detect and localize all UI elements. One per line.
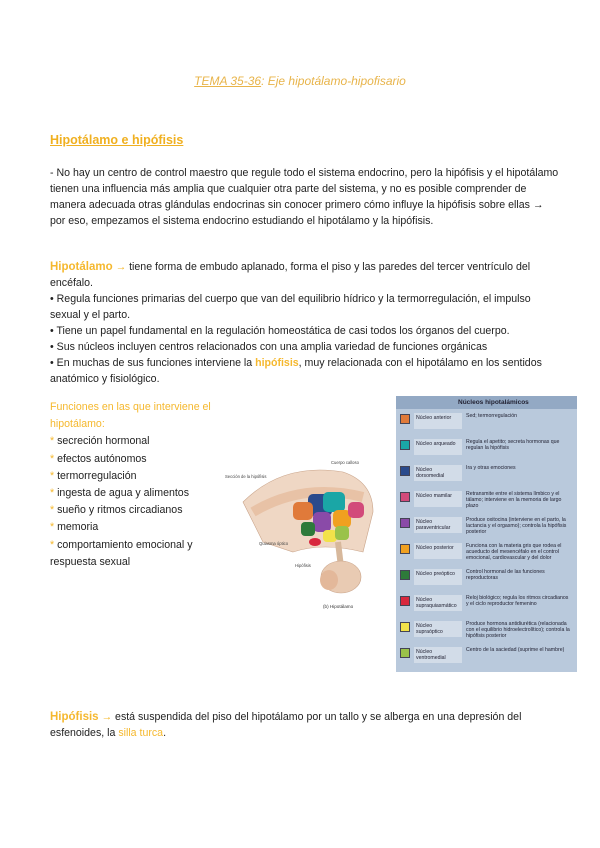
function-item-text: efectos autónomos: [57, 452, 147, 465]
nucleus-name: Núcleo anterior: [414, 413, 462, 429]
functions-heading: Funciones en las que interviene el hipotálamo:: [50, 401, 211, 431]
nucleus-function: Sed; termorregulación: [466, 413, 518, 419]
color-swatch: [400, 518, 410, 528]
asterisk-icon: *: [50, 469, 55, 482]
function-item: [50, 519, 215, 536]
arrow-icon: →: [112, 261, 130, 273]
figure-caption: (b) Hipotálamo: [323, 604, 354, 609]
nucleus-function: Control hormonal de las funciones reproductoras: [466, 569, 545, 581]
color-swatch: [400, 466, 410, 476]
nuclei-table-title: Núcleos hipotalámicos: [396, 396, 577, 409]
nucleus-supraoptic-shape: [323, 530, 337, 542]
color-swatch: [400, 414, 410, 424]
hipofisis-keyword: hipófisis: [255, 357, 299, 369]
anterior-pituitary-shape: [320, 570, 338, 590]
label-optic-chiasm: Quiasma óptico: [259, 541, 289, 546]
nucleus-function: Funciona con la materia gris que rodea el acueducto del mesencéfalo en el control emocional, cardiovascular y del dolor: [466, 543, 562, 561]
color-swatch: [400, 492, 410, 502]
asterisk-icon: *: [50, 487, 55, 500]
functions-list: [50, 399, 215, 571]
nucleus-function: Reloj biológico; regula los ritmos circadianos y el ciclo reproductor femenino: [466, 595, 569, 607]
hipotalamo-block: [50, 259, 560, 387]
function-item-text: secreción hormonal: [57, 435, 150, 448]
label-corpus-callosum: Cuerpo calloso: [331, 460, 359, 465]
intro-paragraph: - No hay un centro de control maestro que regule todo el sistema endocrino, pero la hipófisis y el hipotálamo tienen una influencia más amplia que cualquier otra parte del sistema, y no es posible comprender de manera adecuada otras glándulas endocrinas sin conocer primero cómo influye la hipófisis sobre ellas → por eso, empezamos el sistema endocrino estudiando el hipotálamo y la hipófisis.: [50, 167, 559, 227]
nuclei-table-row: [396, 618, 577, 640]
silla-turca-keyword: silla turca: [118, 727, 164, 739]
hipofisis-term: Hipófisis: [50, 711, 99, 723]
hipofisis-paragraph: [50, 709, 560, 741]
nucleus-function: Centro de la saciedad (suprime el hambre): [466, 647, 565, 653]
nuclei-table-row: [396, 436, 577, 458]
color-swatch: [400, 648, 410, 658]
hipotalamo-bullet: • Tiene un papel fundamental en la regulación homeostática de casi todos los órganos del cuerpo.: [50, 325, 510, 337]
title-rest: : Eje hipotálamo-hipofisario: [261, 74, 406, 88]
color-swatch: [400, 596, 410, 606]
color-swatch: [400, 622, 410, 632]
hipotalamo-bullet: • Regula funciones primarias del cuerpo que van del equilibrio hídrico y la termorregulación, el impulso sexual y el parto.: [50, 293, 531, 321]
nucleus-name: Núcleo preóptico: [414, 569, 462, 585]
arrow-icon: →: [98, 711, 116, 723]
nucleus-paraventricular-shape: [313, 512, 331, 532]
asterisk-icon: *: [50, 538, 55, 551]
label-hypophysis: Hipófisis: [295, 563, 311, 568]
hipotalamo-term: Hipotálamo: [50, 261, 113, 273]
label-hypophysis-section: Sección de la hipófisis: [225, 474, 267, 479]
bullet-text: • En muchas de sus funciones interviene la: [50, 357, 256, 369]
color-swatch: [400, 544, 410, 554]
nucleus-suprachiasmatic-shape: [309, 538, 321, 546]
nucleus-name: Núcleo paraventricular: [414, 517, 462, 533]
hipotalamo-definition: [50, 259, 560, 291]
nucleus-name: Núcleo posterior: [414, 543, 462, 559]
nuclei-table-row: [396, 514, 577, 536]
function-item-text: ingesta de agua y alimentos: [57, 487, 189, 500]
hipotalamo-bullet: [50, 355, 560, 387]
nucleus-mamillary-shape: [348, 502, 364, 518]
nucleus-name: Núcleo supraquiasmático: [414, 595, 462, 611]
nuclei-table-row: [396, 540, 577, 562]
hypothalamus-figure: [223, 442, 381, 612]
hipofisis-end: .: [163, 727, 167, 739]
nucleus-anterior-shape: [293, 502, 313, 520]
nucleus-function: Produce oxitocina (interviene en el parto, la lactancia y el orgasmo); controla la hipófisis posterior: [466, 517, 567, 535]
nucleus-function: Retransmite entre el sistema límbico y el tálamo; interviene en la memoria de largo plazo: [466, 491, 562, 509]
nuclei-table-row: [396, 566, 577, 588]
function-item-text: comportamiento emocional y respuesta sexual: [50, 538, 193, 568]
page-title: [0, 74, 600, 88]
asterisk-icon: *: [50, 504, 55, 517]
nuclei-table-row: [396, 462, 577, 484]
function-item-text: sueño y ritmos circadianos: [57, 504, 183, 517]
function-item: [50, 537, 215, 571]
nucleus-name: Núcleo dorsomedial: [414, 465, 462, 481]
function-item: [50, 485, 215, 502]
asterisk-icon: *: [50, 521, 55, 534]
hipotalamo-definition-text: tiene forma de embudo aplanado, forma el piso y las paredes del tercer ventrículo del encéfalo.: [50, 261, 531, 289]
color-swatch: [400, 440, 410, 450]
section-heading: Hipotálamo e hipófisis: [50, 133, 184, 147]
nucleus-name: Núcleo mamilar: [414, 491, 462, 507]
nuclei-table-row: [396, 644, 577, 666]
asterisk-icon: *: [50, 435, 55, 448]
title-topic: TEMA 35-36: [194, 74, 262, 88]
function-item: [50, 451, 215, 468]
nucleus-ventromedial-shape: [335, 526, 349, 540]
nuclei-table-row: [396, 488, 577, 510]
function-item: [50, 502, 215, 519]
nuclei-table: [396, 396, 577, 672]
hipofisis-text: está suspendida del piso del hipotálamo por un tallo y se alberga en una depresión del esfenoides, la: [50, 711, 522, 739]
asterisk-icon: *: [50, 452, 55, 465]
function-item-text: termorregulación: [57, 469, 137, 482]
nuclei-table-row: [396, 410, 577, 432]
nucleus-name: Núcleo ventromedial: [414, 647, 462, 663]
function-item: [50, 468, 215, 485]
function-item: [50, 433, 215, 450]
brain-illustration: [223, 442, 381, 612]
function-item-text: memoria: [57, 521, 99, 534]
nucleus-function: Produce hormona antidiurética (relacionada con el equilibrio hidroelectrolítico); controla la hipófisis posterior: [466, 621, 570, 639]
hipotalamo-bullet: • Sus núcleos incluyen centros relacionados con una amplia variedad de funciones orgánicas: [50, 341, 488, 353]
nucleus-name: Núcleo arqueado: [414, 439, 462, 455]
nucleus-function: Ira y otras emociones: [466, 465, 516, 471]
nucleus-preoptic-shape: [301, 522, 315, 536]
nucleus-arcuate-shape: [323, 492, 345, 512]
nucleus-function: Regula el apetito; secreta hormonas que regulan la hipófisis: [466, 439, 560, 451]
nucleus-name: Núcleo supraóptico: [414, 621, 462, 637]
nuclei-table-row: [396, 592, 577, 614]
color-swatch: [400, 570, 410, 580]
bullet-text: , muy relacionada con el hipotálamo en los sentidos anatómico y fisiológico.: [50, 357, 542, 385]
